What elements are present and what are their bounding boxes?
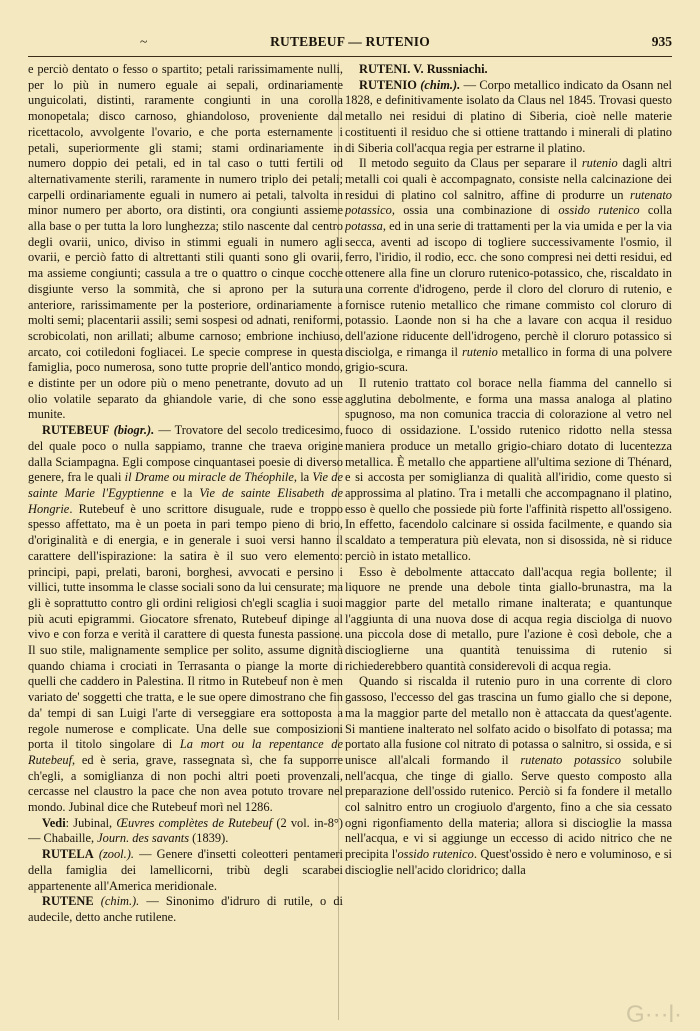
page-number: 935	[651, 34, 672, 49]
rutenio-acid-paragraph: Esso è debolmente attaccato dall'acqua regia bollente; il liquore ne prende una debole tinta giallo-brunastra, ma la maggior parte del metallo rimane inalterata; e quantunque l'aggiunta di una nuova dose di acqua regia disciolga di nuovo una piccola dose di metallo, pure l'azione è così debole, che a discioglierne una quantità tenuissima di rutenio si richiederebbero quantità considerevoli di acqua regia.	[345, 564, 672, 673]
header-left-mark: ~	[140, 34, 148, 49]
italic-term: rutenato potassico	[345, 187, 672, 218]
paragraph-text: , ed in una serie di trattamenti per la via umida e per la via secca, aventi ad iscopo di togliere successivamente l'osmio, il ferro, l'iridio, il rodio, ecc. che sono compresi nei detti residui, ed ottenere alla fine un cloruro rutenico-potassico, che, riscaldato in una corrente d'idrogeno, perde il cloro del cloruro di rutenio, e fornisce rutenio metallico che rimane commisto col cloruro di potassio. Laonde non si ha che a lavare con acqua il residuo dell'azione riducente dell'idrogeno, perchè il cloruro potassico si disciolga, e rimanga il	[345, 219, 672, 359]
entry-text: . Rutebeuf è uno scrittore disuguale, rude e troppo spesso affettato, ma è un poeta in pari tempo pieno di brio, d'originalità e di energia, e in generale i suoi versi hanno il carattere dell'ispirazione: la satira è il suo vero elemento: principi, papi, prelati, baroni, borghesi, avvocati e persino i villici, tutte insomma le classe sociali sono da lui censurate; ma gli è soprattutto contro gli ordini religiosi ch'egli scaglia i suoi più acuti epigrammi. Giocatore sfrenato, Rutebeuf dipinge al vivo e con forza e verità il carattere di questa funesta passione. Il suo stile, malignamente semplice per solito, assume dignità quando chiama i crociati in Terrasanta o piange la morte di quelli che caddero in Palestina. Il ritmo in Rutebeuf non è men variato de' soggetti che tratta, e le sue opere dimostrano che fin da' tempi di san Luigi l'arte di verseggiare era sottoposta a regole numerose e complicate. Una delle sue composizioni porta il titolo singolare di	[28, 501, 343, 752]
rutenio-chlorine-paragraph	[345, 674, 672, 878]
entry-category: (chim.).	[100, 894, 140, 909]
italic-term: potassa	[345, 219, 383, 234]
entry-headword: RUTELA	[42, 847, 94, 862]
italic-term: ossido rutenico	[558, 203, 640, 218]
reference-text: : Jubinal,	[65, 815, 117, 830]
work-title: il Drame ou miracle de Théophile	[124, 470, 294, 485]
work-title: Vie de sainte Elisabeth de Hongrie	[28, 485, 343, 516]
work-title: Vie de sainte Marie l'Egyptienne	[28, 470, 343, 500]
italic-term: ossido rutenico	[397, 847, 474, 862]
paragraph-text: solubile nell'acqua, che tinge di giallo. Serve questo composto alla preparazione dell'ossido rutenico. Perciò si fa fondere il metallo col salnitro entro un crogiuolo d'argento, fino a che sia cessato ogni rigonfiamento della materia; allora si discioglie la massa nell'acqua, e vi si aggiunge un eccesso di acido nitrico che ne precipita l'	[345, 752, 672, 862]
paragraph-text: dagli altri metalli coi quali è accompagnato, consiste nella calcinazione dei residui di platino col salnitro, affine di produrre un	[345, 156, 672, 202]
entry-rutenio	[345, 78, 672, 157]
entry-text: — Genere d'insetti coleotteri pentameri della famiglia dei lamellicorni, tribù degli scarabei appartenente all'America meridionale.	[28, 847, 343, 893]
italic-term: rutenio	[461, 344, 498, 359]
vedi-label: Vedi	[42, 815, 66, 830]
reference-title: Œuvres complètes de Rutebeuf	[116, 815, 273, 830]
entry-rutela	[28, 847, 343, 894]
entry-rutene	[28, 894, 343, 925]
header-rule	[28, 56, 672, 57]
italic-term: rutenio	[581, 156, 618, 171]
entry-ruteni	[345, 62, 672, 78]
running-header	[28, 34, 672, 54]
entry-text: , ed è seria, grave, rassegnata sì, che fa supporre ch'egli, a somiglianza di non pochi altri poeti provenzali, cercasse nel claustro la pace che non avea potuto trovare nel mondo. Jubinal dice che Rutebeuf morì nel 1286.	[28, 752, 343, 815]
entry-text: — Sinonimo d'idruro di rutile, o di audecile, detto anche rutilene.	[28, 894, 343, 924]
paragraph-text: Il metodo seguito da Claus per separare il	[359, 156, 582, 171]
running-title: RUTEBEUF — RUTENIO	[270, 34, 430, 49]
paragraph-text: , ossia una combinazione di	[391, 203, 559, 218]
entry-rutebeuf	[28, 423, 343, 816]
botany-continuation-paragraph: e perciò dentato o fesso o spartito; petali rarissimamente nulli, per lo più in numero eguale ai sepali, ordinariamente unguicolati, distinti, raramente congiunti in una corolla monopetala; disco carnoso, ghiandoloso, proveniente dal ricettacolo, avvolgente l'ovario, e che porta esternamente i petali, superiormente gli stami; stami ordinariamente in numero doppio dei petali, ed in tal caso o tutti fertili od alternativamente sterili, raramente in numero triplo dei petali; carpelli ordinariamente eguali in numero ai petali, talvolta in minor numero per aborto, ora distinti, ora congiunti assieme alla base o per tutta la loro lunghezza; stilo nascente dal centro degli ovarii, unico, diviso in stimmi eguali in numero agli ovarii, e perciò fatto di altrettanti stili quanti sono gli ovarii, ma assieme congiunti; cassula a tre o quattro o cinque cocche disgiunte verso la sommità, che si aprono per la sutura anteriore, rarissimamente per la posteriore, ordinariamente a molti semi; placentarii assili; semi sospesi od adnati, reniformi, scrobicolati, non arillati; albume carnoso; embrione inchiuso, arcato, coi cotiledoni fogliacei. Le specie comprese in questa famiglia, poco numerosa, sono tutte proprie dell'antico mondo, e distinte per un odore più o meno penetrante, dovuto ad un olio volatile separato da ghiandole varie, di che sono esse munite.	[28, 62, 343, 422]
entry-text: — Corpo metallico indicato da Osann nel 1828, e definitivamente isolato da Claus nel 1845. Trovasi questo metallo nei residui di platino di Siberia, cioè nelle materie costituenti il residuo che si ottiene trattando i minerali di platino di Siberia coll'acqua regia per estrarne il platino.	[345, 77, 672, 155]
italic-term: rutenato potassico	[520, 752, 621, 767]
entry-headword: RUTEBEUF	[42, 423, 110, 438]
paragraph-text: . Quest'ossido è nero e voluminoso, e si discioglie nell'acido cloridrico; dalla	[345, 847, 672, 877]
entry-text: e la	[163, 485, 200, 500]
right-column	[345, 62, 672, 1017]
entry-headword: RUTENI. V. Russniachi.	[359, 62, 488, 76]
entry-category: (biogr.).	[113, 423, 155, 438]
entry-references	[28, 816, 343, 847]
work-title: La mort ou la repentance de Rutebeuf	[28, 737, 343, 767]
entry-text: — Trovatore del secolo tredicesimo, del quale poco o nulla sappiamo, tranne che traeva origine dalla Sciampagna. Egli compose cinquantasei poesie di diverso genere, fra le quali	[28, 423, 343, 485]
paragraph-text: Quando si riscalda il rutenio puro in una corrente di cloro gassoso, l'eccesso del gas trascina un fumo giallo che si depone, ma la maggior parte del metallo non è attaccata da quest'agente. Si mantiene inalterato nel solfato acido o bisolfato di potassa; ma portato alla fusione col nitrato di potassa o salnitro, si ossida, e si unisce all'alcali formando il	[345, 674, 672, 767]
left-column	[28, 62, 343, 1017]
reference-text: (2 vol. in-8°) — Chabaille,	[28, 815, 343, 846]
entry-headword: RUTENIO	[359, 77, 417, 92]
paragraph-text: metallico in forma di una polvere grigio-scura.	[345, 344, 672, 375]
entry-text: , la	[293, 470, 313, 485]
reference-text: (1839).	[189, 831, 229, 846]
entry-headword: RUTENE	[42, 894, 94, 909]
rutenio-properties-paragraph: Il rutenio trattato col borace nella fiamma del cannello si agglutina debolmente, e forma una massa analoga al platino spugnoso, ma non comunica traccia di colorazione al vetro nel fuoco di ossidazione. L'ossido rutenico ridotto nella stessa maniera produce un metallo grigio-chiaro dotato di lucentezza metallica. È metallo che appartiene all'ultima sezione di Thénard, e si accosta per somiglianza di qualità all'iridio, come questo si approssima al platino. Tra i metalli che accompagnano il platino, esso è quello che possiede più forte l'affinità rispetto all'ossigeno. In effetto, facendolo calcinare si ossida facilmente, e quando sia scaldato a temperatura più elevata, non si disossida, nè si riduce perciò in istato metallico.	[345, 376, 672, 563]
entry-category: (chim.).	[420, 77, 461, 92]
entry-category: (zool.).	[98, 847, 134, 862]
paragraph-text: colla	[639, 203, 672, 218]
rutenio-method-paragraph	[345, 156, 672, 376]
reference-title: Journ. des savants	[97, 831, 190, 846]
watermark: G···l·	[626, 1001, 682, 1028]
